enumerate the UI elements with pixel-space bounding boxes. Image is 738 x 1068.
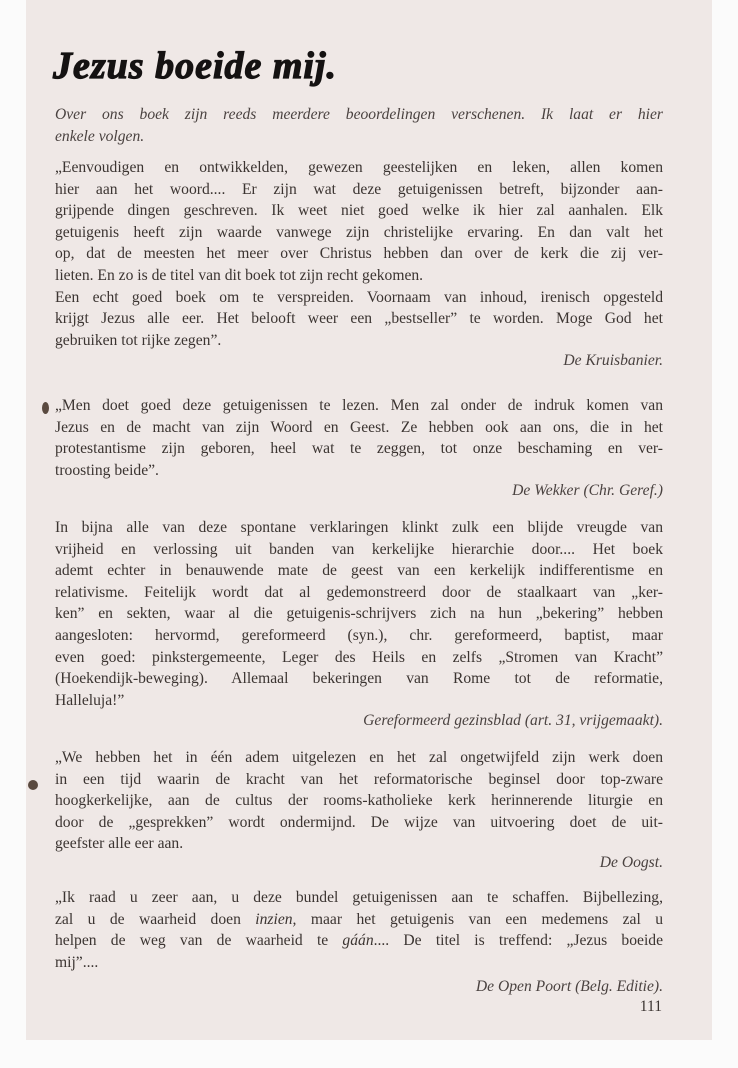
- text-line: [55, 265, 663, 287]
- text-segment: zal u de waarheid doen: [55, 910, 256, 928]
- text-segment: hier aan het woord.... Er zijn wat deze getuigenissen betreft, bijzonder aan-: [55, 180, 663, 198]
- text-segment: in een tijd waarin de kracht van het reformatorische beginsel door top-zware: [55, 770, 663, 788]
- text-line: [55, 460, 663, 482]
- ink-spot: [42, 402, 49, 414]
- text-line: [55, 243, 663, 265]
- text-line: [55, 747, 663, 769]
- text-line: [55, 690, 663, 712]
- text-segment: maar het getuigenis van een medemens zal u: [296, 910, 664, 928]
- text-line: [55, 582, 663, 604]
- text-segment: op, dat de meesten het meer over Christus hebben dan over de kerk die zij ver-: [55, 245, 663, 263]
- review-source: De Kruisbanier.: [563, 352, 663, 369]
- text-segment: relativisme. Feitelijk wordt dat al gedemonstreerd door de staalkaart van „ker-: [55, 583, 663, 601]
- text-segment: .... De titel is treffend: „Jezus boeide: [373, 932, 664, 950]
- text-segment: gebruiken tot rijke zegen”.: [55, 331, 222, 349]
- text-line: [55, 887, 663, 909]
- review-wekker: [55, 395, 663, 481]
- text-line: [55, 179, 663, 201]
- text-line: [55, 438, 663, 460]
- text-segment: geefster alle eer aan.: [55, 835, 184, 853]
- text-line: [55, 790, 663, 812]
- text-segment: enkele volgen.: [55, 127, 145, 145]
- text-segment: protestantisme zijn geboren, heel wat te zeggen, tot onze beschaming en ver-: [55, 440, 663, 458]
- text-segment: ademt echter in benauwende mate de geest van een kerkelijk indifferentisme en: [55, 562, 663, 580]
- text-line: [55, 395, 663, 417]
- text-segment: ken” en sekten, waar al die getuigenis-schrijvers zich na hun „bekering” hebben: [55, 605, 663, 623]
- text-line: [55, 104, 663, 126]
- text-segment: Jezus en de macht van zijn Woord en Geest. Ze hebben ook aan ons, die in het: [55, 418, 663, 436]
- text-segment: helpen de weg van de waarheid te: [55, 932, 343, 950]
- text-line: [55, 222, 663, 244]
- page-number: 111: [639, 998, 662, 1015]
- page-title: Jezus boeide mij.: [53, 45, 338, 87]
- text-segment: „Ik raad u zeer aan, u deze bundel getuigenissen aan te schaffen. Bijbellezing,: [55, 889, 663, 906]
- review-source: De Oogst.: [599, 854, 663, 871]
- text-segment: grijpende dingen geschreven. Ik weet niet goed welke ik hier zal aanhalen. Elk: [55, 202, 663, 220]
- text-segment: troosting beide”.: [55, 461, 159, 479]
- text-segment: getuigenis heeft zijn waarde vanwege zijn christelijke ervaring. En dan valt het: [55, 223, 663, 241]
- text-line: [55, 417, 663, 439]
- review-open-poort: [55, 887, 663, 973]
- ink-spot: [28, 780, 38, 790]
- emphasized-text: inzien,: [255, 910, 297, 928]
- text-line: [55, 330, 663, 352]
- text-segment: Halleluja!”: [55, 691, 125, 709]
- text-segment: „Eenvoudigen en ontwikkelden, gewezen geestelijken en leken, allen komen: [55, 159, 663, 176]
- text-line: [55, 769, 663, 791]
- text-line: [55, 308, 663, 330]
- text-line: [55, 952, 663, 974]
- text-line: [55, 930, 663, 952]
- text-line: [55, 833, 663, 855]
- text-line: [55, 909, 663, 931]
- text-line: [55, 126, 663, 148]
- text-line: [55, 200, 663, 222]
- text-line: [55, 812, 663, 834]
- text-segment: (Hoekendijk-beweging). Allemaal bekeringen van Rome tot de reformatie,: [55, 670, 663, 688]
- text-line: [55, 560, 663, 582]
- text-segment: mij”....: [55, 953, 99, 971]
- text-segment: vrijheid en verlossing uit banden van kerkelijke hierarchie door.... Het boek: [55, 540, 663, 558]
- text-segment: lieten. En zo is de titel van dit boek tot zijn recht gekomen.: [55, 266, 424, 284]
- text-segment: even goed: pinkstergemeente, Leger des Heils en zelfs „Stromen van Kracht”: [55, 648, 663, 666]
- text-segment: Over ons boek zijn reeds meerdere beoordelingen verschenen. Ik laat er hier: [55, 106, 663, 123]
- text-segment: door de „gesprekken” wordt ondermijnd. De wijze van uitvoering doet de uit-: [55, 813, 663, 831]
- review-source: De Wekker (Chr. Geref.): [512, 482, 663, 499]
- text-segment: „We hebben het in één adem uitgelezen en het zal ongetwijfeld zijn werk doen: [55, 749, 663, 766]
- emphasized-text: gáán: [342, 932, 374, 950]
- text-segment: In bijna alle van deze spontane verklaringen klinkt zulk een blijde vreugde van: [55, 519, 663, 536]
- text-line: [55, 625, 663, 647]
- text-line: [55, 668, 663, 690]
- text-line: [55, 647, 663, 669]
- intro-paragraph: [55, 104, 663, 147]
- text-line: [55, 539, 663, 561]
- review-kruisbanier: [55, 157, 663, 351]
- text-segment: „Men doet goed deze getuigenissen te lezen. Men zal onder de indruk komen van: [55, 397, 663, 414]
- text-line: [55, 603, 663, 625]
- text-line: [55, 517, 663, 539]
- text-segment: Een echt goed boek om te verspreiden. Voornaam van inhoud, irenisch opgesteld: [55, 288, 663, 306]
- text-segment: aangesloten: hervormd, gereformeerd (syn.), chr. gereformeerd, baptist, maar: [55, 626, 663, 644]
- review-gezinsblad: [55, 517, 663, 711]
- text-line: [55, 287, 663, 309]
- text-line: [55, 157, 663, 179]
- review-oogst: [55, 747, 663, 855]
- text-segment: krijgt Jezus alle eer. Het belooft weer een „bestseller” te worden. Moge God het: [55, 310, 663, 328]
- book-page: [26, 0, 712, 1040]
- text-segment: hoogkerkelijke, aan de cultus der rooms-katholieke kerk herinnerende liturgie en: [55, 792, 663, 810]
- review-source: Gereformeerd gezinsblad (art. 31, vrijgemaakt).: [363, 712, 663, 729]
- review-source: De Open Poort (Belg. Editie).: [475, 978, 663, 995]
